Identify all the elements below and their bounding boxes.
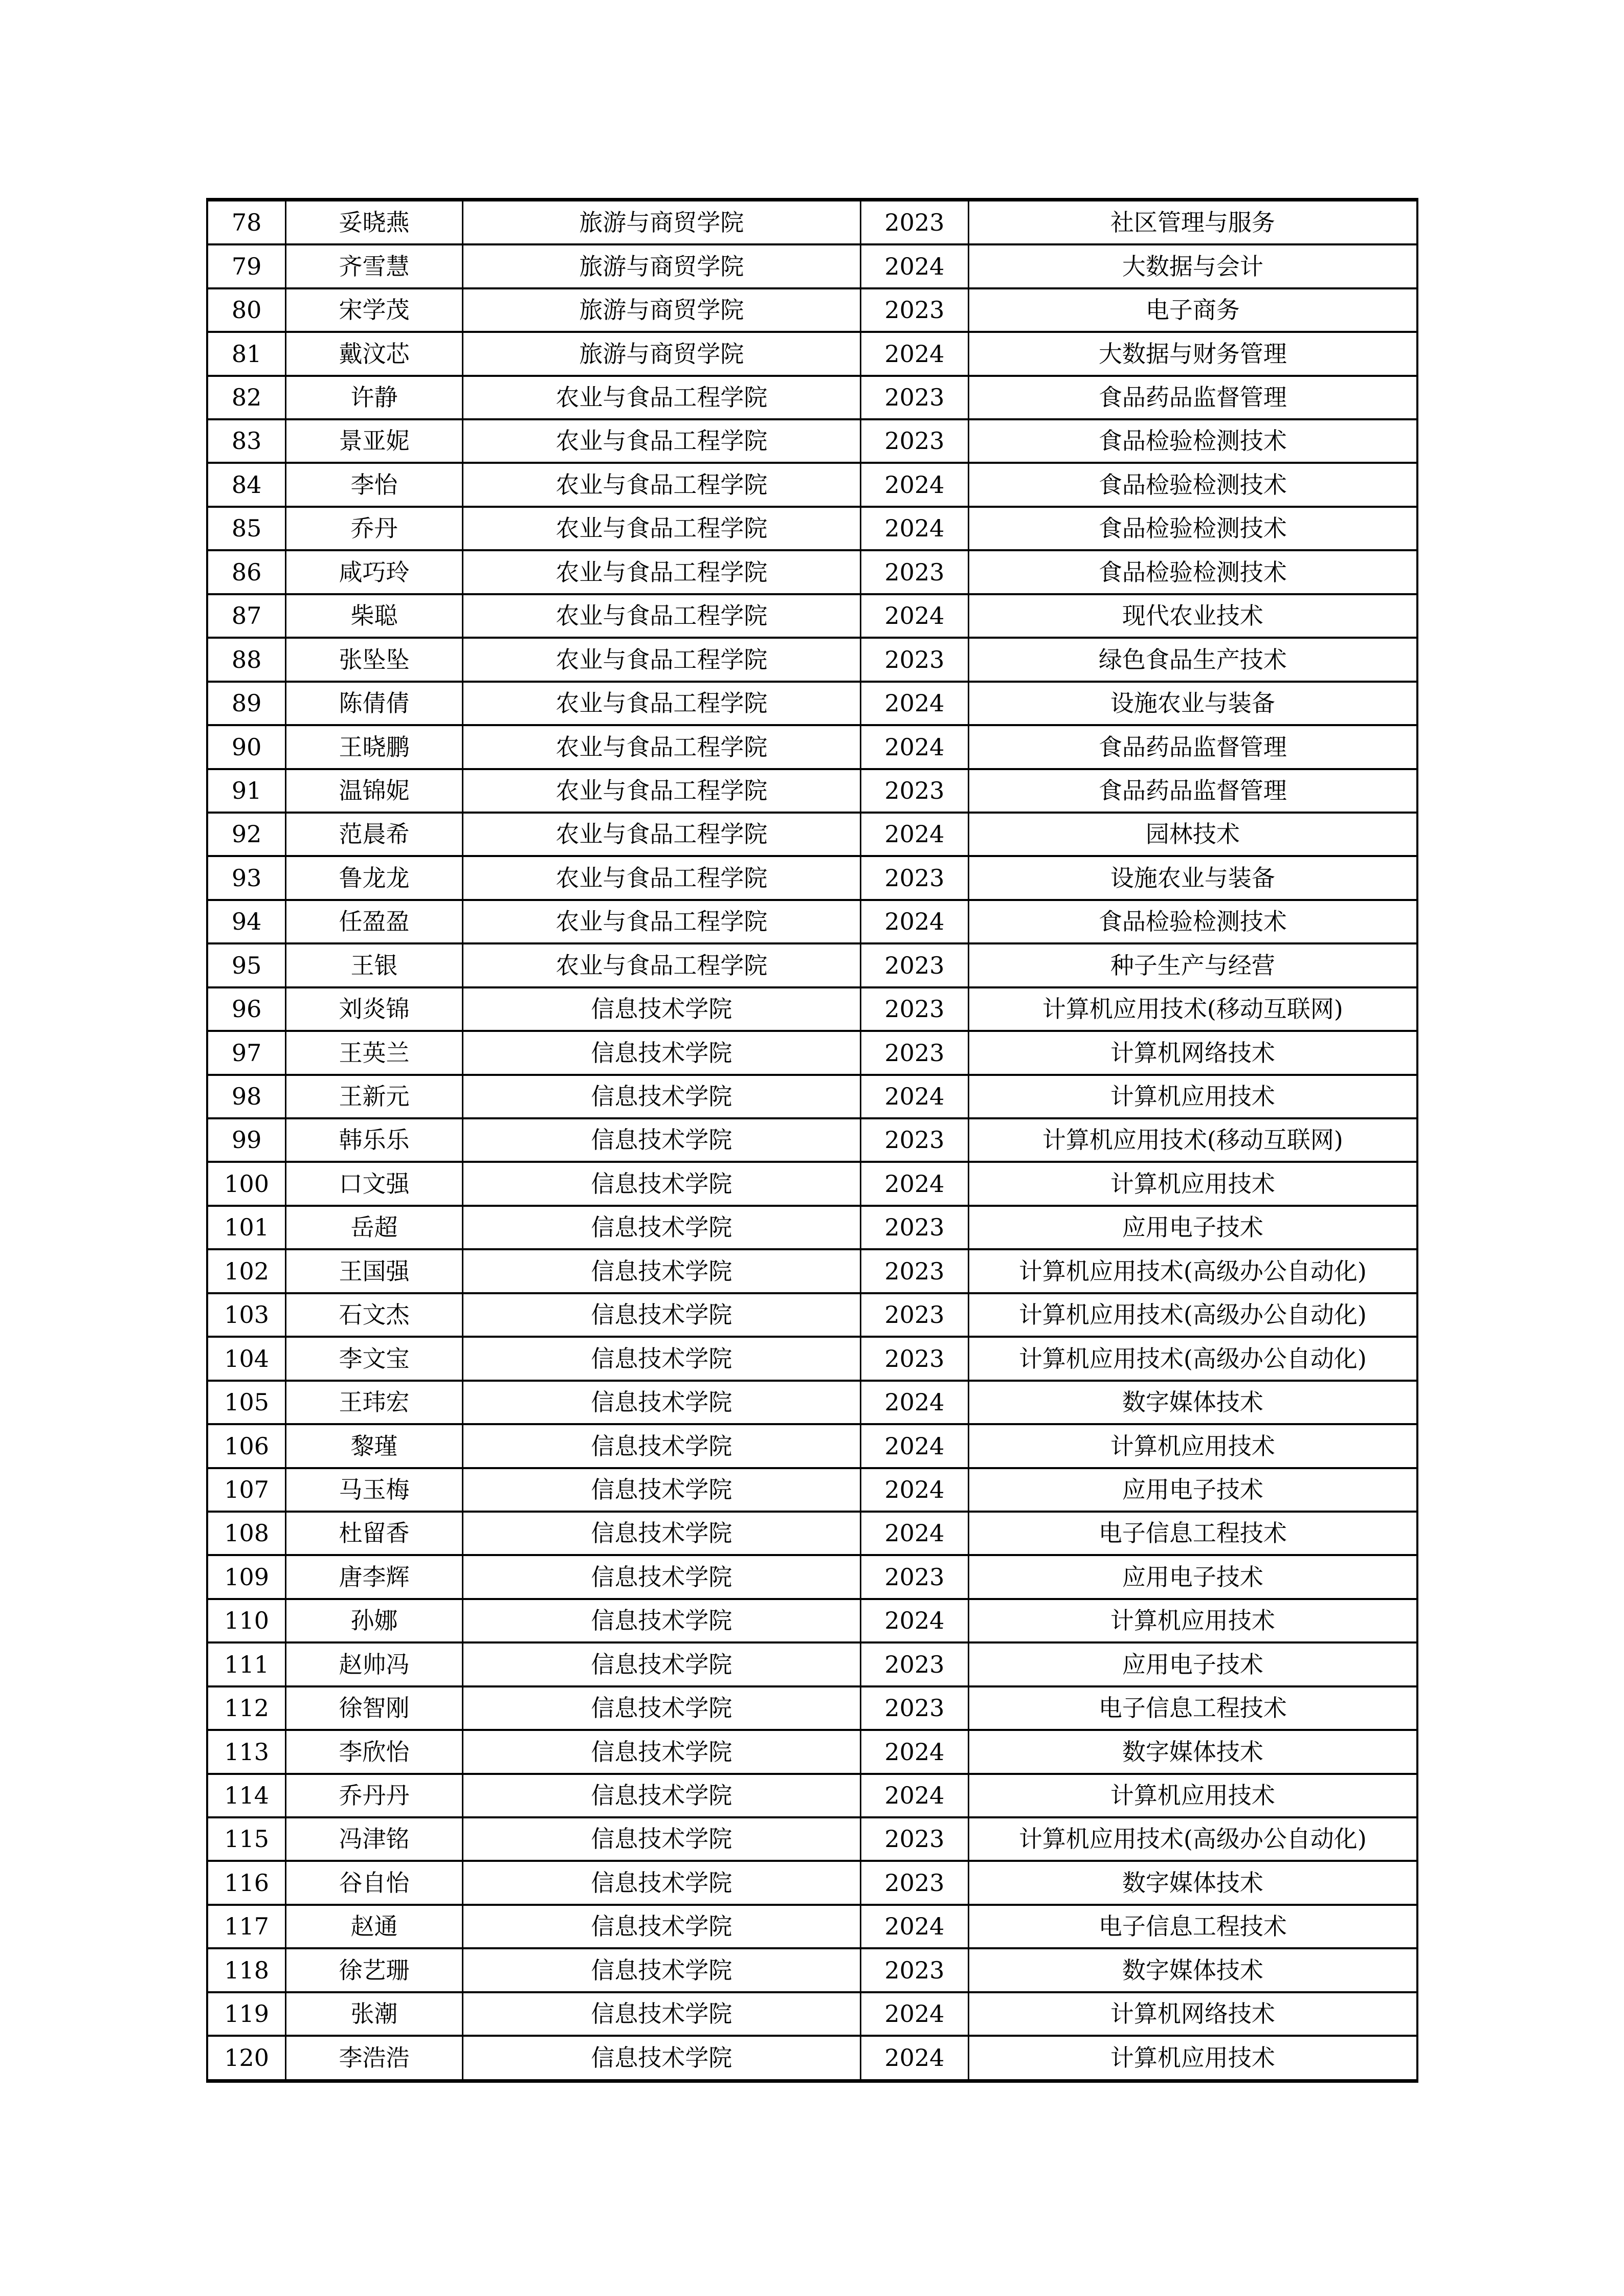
major-cell: 社区管理与服务 xyxy=(968,200,1417,245)
year-cell: 2024 xyxy=(861,1730,969,1773)
major-cell: 数字媒体技术 xyxy=(968,1730,1417,1773)
name-cell: 张潮 xyxy=(286,1992,462,2036)
major-cell: 设施农业与装备 xyxy=(968,856,1417,899)
year-cell: 2024 xyxy=(861,1992,969,2036)
name-cell: 戴汶芯 xyxy=(286,332,462,375)
major-cell: 数字媒体技术 xyxy=(968,1381,1417,1424)
table-row xyxy=(207,376,1417,419)
college-cell: 信息技术学院 xyxy=(462,1337,860,1380)
major-cell: 电子商务 xyxy=(968,288,1417,332)
table-row xyxy=(207,1992,1417,2036)
major-cell: 计算机应用技术(高级办公自动化) xyxy=(968,1293,1417,1337)
row-number-cell: 120 xyxy=(207,2036,286,2081)
name-cell: 石文杰 xyxy=(286,1293,462,1337)
row-number-cell: 81 xyxy=(207,332,286,375)
table-row xyxy=(207,1293,1417,1337)
name-cell: 赵帅冯 xyxy=(286,1642,462,1686)
name-cell: 岳超 xyxy=(286,1206,462,1249)
name-cell: 冯津铭 xyxy=(286,1817,462,1861)
row-number-cell: 93 xyxy=(207,856,286,899)
major-cell: 应用电子技术 xyxy=(968,1206,1417,1249)
year-cell: 2023 xyxy=(861,1293,969,1337)
college-cell: 信息技术学院 xyxy=(462,1293,860,1337)
name-cell: 唐李辉 xyxy=(286,1555,462,1599)
name-cell: 任盈盈 xyxy=(286,900,462,943)
row-number-cell: 80 xyxy=(207,288,286,332)
major-cell: 计算机应用技术(移动互联网) xyxy=(968,987,1417,1031)
year-cell: 2024 xyxy=(861,900,969,943)
table-row xyxy=(207,1075,1417,1118)
row-number-cell: 118 xyxy=(207,1948,286,1992)
name-cell: 许静 xyxy=(286,376,462,419)
table-row xyxy=(207,1337,1417,1380)
row-number-cell: 104 xyxy=(207,1337,286,1380)
table-row xyxy=(207,1905,1417,1948)
major-cell: 食品检验检测技术 xyxy=(968,507,1417,550)
major-cell: 数字媒体技术 xyxy=(968,1948,1417,1992)
major-cell: 食品检验检测技术 xyxy=(968,419,1417,463)
name-cell: 李文宝 xyxy=(286,1337,462,1380)
student-roster-table xyxy=(206,198,1418,2083)
name-cell: 齐雪慧 xyxy=(286,244,462,288)
college-cell: 信息技术学院 xyxy=(462,1381,860,1424)
table-row xyxy=(207,463,1417,506)
major-cell: 应用电子技术 xyxy=(968,1642,1417,1686)
year-cell: 2023 xyxy=(861,1861,969,1904)
major-cell: 食品检验检测技术 xyxy=(968,900,1417,943)
name-cell: 乔丹 xyxy=(286,507,462,550)
row-number-cell: 90 xyxy=(207,725,286,769)
major-cell: 计算机应用技术 xyxy=(968,1162,1417,1205)
year-cell: 2024 xyxy=(861,463,969,506)
college-cell: 信息技术学院 xyxy=(462,1905,860,1948)
table-row xyxy=(207,1555,1417,1599)
name-cell: 赵通 xyxy=(286,1905,462,1948)
major-cell: 数字媒体技术 xyxy=(968,1861,1417,1904)
row-number-cell: 92 xyxy=(207,813,286,856)
college-cell: 信息技术学院 xyxy=(462,1162,860,1205)
name-cell: 范晨希 xyxy=(286,813,462,856)
row-number-cell: 114 xyxy=(207,1774,286,1817)
name-cell: 李浩浩 xyxy=(286,2036,462,2081)
major-cell: 大数据与财务管理 xyxy=(968,332,1417,375)
year-cell: 2024 xyxy=(861,594,969,638)
year-cell: 2023 xyxy=(861,1206,969,1249)
college-cell: 农业与食品工程学院 xyxy=(462,638,860,681)
college-cell: 农业与食品工程学院 xyxy=(462,594,860,638)
table-row xyxy=(207,200,1417,245)
table-row xyxy=(207,1249,1417,1293)
college-cell: 信息技术学院 xyxy=(462,1599,860,1642)
year-cell: 2023 xyxy=(861,1948,969,1992)
row-number-cell: 107 xyxy=(207,1468,286,1512)
table-row xyxy=(207,1599,1417,1642)
major-cell: 食品药品监督管理 xyxy=(968,769,1417,813)
college-cell: 信息技术学院 xyxy=(462,1118,860,1162)
name-cell: 王晓鹏 xyxy=(286,725,462,769)
college-cell: 信息技术学院 xyxy=(462,1512,860,1555)
year-cell: 2023 xyxy=(861,987,969,1031)
row-number-cell: 112 xyxy=(207,1686,286,1730)
year-cell: 2024 xyxy=(861,1381,969,1424)
row-number-cell: 78 xyxy=(207,200,286,245)
name-cell: 张坠坠 xyxy=(286,638,462,681)
name-cell: 孙娜 xyxy=(286,1599,462,1642)
table-row xyxy=(207,1031,1417,1074)
year-cell: 2024 xyxy=(861,1512,969,1555)
year-cell: 2024 xyxy=(861,1424,969,1468)
year-cell: 2023 xyxy=(861,1031,969,1074)
college-cell: 农业与食品工程学院 xyxy=(462,463,860,506)
name-cell: 妥晓燕 xyxy=(286,200,462,245)
name-cell: 景亚妮 xyxy=(286,419,462,463)
name-cell: 乔丹丹 xyxy=(286,1774,462,1817)
college-cell: 农业与食品工程学院 xyxy=(462,376,860,419)
year-cell: 2024 xyxy=(861,1075,969,1118)
major-cell: 食品检验检测技术 xyxy=(968,550,1417,594)
name-cell: 王英兰 xyxy=(286,1031,462,1074)
college-cell: 信息技术学院 xyxy=(462,1948,860,1992)
table-row xyxy=(207,769,1417,813)
major-cell: 电子信息工程技术 xyxy=(968,1512,1417,1555)
college-cell: 信息技术学院 xyxy=(462,1686,860,1730)
table-row xyxy=(207,900,1417,943)
row-number-cell: 98 xyxy=(207,1075,286,1118)
name-cell: 杜留香 xyxy=(286,1512,462,1555)
major-cell: 计算机应用技术 xyxy=(968,1075,1417,1118)
table-row xyxy=(207,682,1417,725)
name-cell: 王玮宏 xyxy=(286,1381,462,1424)
name-cell: 温锦妮 xyxy=(286,769,462,813)
year-cell: 2023 xyxy=(861,1118,969,1162)
college-cell: 信息技术学院 xyxy=(462,1206,860,1249)
table-row xyxy=(207,987,1417,1031)
major-cell: 计算机应用技术(高级办公自动化) xyxy=(968,1817,1417,1861)
table-row xyxy=(207,332,1417,375)
college-cell: 农业与食品工程学院 xyxy=(462,856,860,899)
table-row xyxy=(207,813,1417,856)
college-cell: 信息技术学院 xyxy=(462,2036,860,2081)
major-cell: 计算机网络技术 xyxy=(968,1992,1417,2036)
row-number-cell: 115 xyxy=(207,1817,286,1861)
college-cell: 农业与食品工程学院 xyxy=(462,769,860,813)
major-cell: 计算机应用技术(高级办公自动化) xyxy=(968,1249,1417,1293)
row-number-cell: 111 xyxy=(207,1642,286,1686)
table-row xyxy=(207,1468,1417,1512)
college-cell: 信息技术学院 xyxy=(462,1861,860,1904)
college-cell: 农业与食品工程学院 xyxy=(462,725,860,769)
year-cell: 2023 xyxy=(861,376,969,419)
row-number-cell: 86 xyxy=(207,550,286,594)
major-cell: 食品药品监督管理 xyxy=(968,725,1417,769)
row-number-cell: 83 xyxy=(207,419,286,463)
name-cell: 李怡 xyxy=(286,463,462,506)
year-cell: 2023 xyxy=(861,638,969,681)
name-cell: 陈倩倩 xyxy=(286,682,462,725)
name-cell: 王银 xyxy=(286,943,462,987)
row-number-cell: 101 xyxy=(207,1206,286,1249)
table-row xyxy=(207,638,1417,681)
college-cell: 信息技术学院 xyxy=(462,1468,860,1512)
year-cell: 2024 xyxy=(861,725,969,769)
college-cell: 旅游与商贸学院 xyxy=(462,200,860,245)
college-cell: 旅游与商贸学院 xyxy=(462,288,860,332)
year-cell: 2023 xyxy=(861,419,969,463)
name-cell: 宋学茂 xyxy=(286,288,462,332)
college-cell: 信息技术学院 xyxy=(462,1817,860,1861)
college-cell: 信息技术学院 xyxy=(462,1992,860,2036)
major-cell: 食品药品监督管理 xyxy=(968,376,1417,419)
year-cell: 2024 xyxy=(861,1599,969,1642)
name-cell: 王新元 xyxy=(286,1075,462,1118)
name-cell: 谷自怡 xyxy=(286,1861,462,1904)
major-cell: 计算机网络技术 xyxy=(968,1031,1417,1074)
major-cell: 电子信息工程技术 xyxy=(968,1686,1417,1730)
name-cell: 黎瑾 xyxy=(286,1424,462,1468)
row-number-cell: 103 xyxy=(207,1293,286,1337)
college-cell: 农业与食品工程学院 xyxy=(462,682,860,725)
row-number-cell: 84 xyxy=(207,463,286,506)
name-cell: 徐智刚 xyxy=(286,1686,462,1730)
year-cell: 2023 xyxy=(861,1817,969,1861)
year-cell: 2024 xyxy=(861,1905,969,1948)
name-cell: 咸巧玲 xyxy=(286,550,462,594)
row-number-cell: 110 xyxy=(207,1599,286,1642)
year-cell: 2024 xyxy=(861,507,969,550)
college-cell: 信息技术学院 xyxy=(462,1774,860,1817)
college-cell: 信息技术学院 xyxy=(462,1031,860,1074)
college-cell: 农业与食品工程学院 xyxy=(462,943,860,987)
row-number-cell: 94 xyxy=(207,900,286,943)
college-cell: 信息技术学院 xyxy=(462,1730,860,1773)
year-cell: 2024 xyxy=(861,1774,969,1817)
college-cell: 农业与食品工程学院 xyxy=(462,900,860,943)
major-cell: 计算机应用技术 xyxy=(968,1424,1417,1468)
row-number-cell: 105 xyxy=(207,1381,286,1424)
year-cell: 2024 xyxy=(861,1468,969,1512)
row-number-cell: 95 xyxy=(207,943,286,987)
row-number-cell: 79 xyxy=(207,244,286,288)
year-cell: 2023 xyxy=(861,288,969,332)
college-cell: 信息技术学院 xyxy=(462,1075,860,1118)
table-row xyxy=(207,594,1417,638)
year-cell: 2023 xyxy=(861,943,969,987)
major-cell: 大数据与会计 xyxy=(968,244,1417,288)
college-cell: 农业与食品工程学院 xyxy=(462,419,860,463)
major-cell: 应用电子技术 xyxy=(968,1468,1417,1512)
table-row xyxy=(207,1774,1417,1817)
row-number-cell: 87 xyxy=(207,594,286,638)
major-cell: 现代农业技术 xyxy=(968,594,1417,638)
row-number-cell: 102 xyxy=(207,1249,286,1293)
year-cell: 2023 xyxy=(861,1337,969,1380)
major-cell: 计算机应用技术 xyxy=(968,2036,1417,2081)
name-cell: 马玉梅 xyxy=(286,1468,462,1512)
college-cell: 信息技术学院 xyxy=(462,1642,860,1686)
row-number-cell: 108 xyxy=(207,1512,286,1555)
name-cell: 口文强 xyxy=(286,1162,462,1205)
row-number-cell: 109 xyxy=(207,1555,286,1599)
year-cell: 2023 xyxy=(861,1642,969,1686)
row-number-cell: 117 xyxy=(207,1905,286,1948)
name-cell: 王国强 xyxy=(286,1249,462,1293)
table-row xyxy=(207,1686,1417,1730)
name-cell: 刘炎锦 xyxy=(286,987,462,1031)
major-cell: 设施农业与装备 xyxy=(968,682,1417,725)
college-cell: 旅游与商贸学院 xyxy=(462,332,860,375)
name-cell: 韩乐乐 xyxy=(286,1118,462,1162)
table-row xyxy=(207,1948,1417,1992)
table-row xyxy=(207,1118,1417,1162)
college-cell: 农业与食品工程学院 xyxy=(462,507,860,550)
college-cell: 信息技术学院 xyxy=(462,1249,860,1293)
name-cell: 徐艺珊 xyxy=(286,1948,462,1992)
year-cell: 2024 xyxy=(861,332,969,375)
year-cell: 2023 xyxy=(861,856,969,899)
year-cell: 2023 xyxy=(861,550,969,594)
row-number-cell: 82 xyxy=(207,376,286,419)
table-row xyxy=(207,1424,1417,1468)
year-cell: 2023 xyxy=(861,1686,969,1730)
major-cell: 种子生产与经营 xyxy=(968,943,1417,987)
year-cell: 2024 xyxy=(861,813,969,856)
table-row xyxy=(207,1512,1417,1555)
year-cell: 2024 xyxy=(861,244,969,288)
major-cell: 园林技术 xyxy=(968,813,1417,856)
table-row xyxy=(207,856,1417,899)
year-cell: 2024 xyxy=(861,682,969,725)
name-cell: 鲁龙龙 xyxy=(286,856,462,899)
name-cell: 柴聪 xyxy=(286,594,462,638)
table-row xyxy=(207,1381,1417,1424)
year-cell: 2024 xyxy=(861,1162,969,1205)
name-cell: 李欣怡 xyxy=(286,1730,462,1773)
college-cell: 信息技术学院 xyxy=(462,1555,860,1599)
table-row xyxy=(207,288,1417,332)
row-number-cell: 116 xyxy=(207,1861,286,1904)
table-row xyxy=(207,943,1417,987)
row-number-cell: 106 xyxy=(207,1424,286,1468)
row-number-cell: 91 xyxy=(207,769,286,813)
row-number-cell: 99 xyxy=(207,1118,286,1162)
row-number-cell: 97 xyxy=(207,1031,286,1074)
row-number-cell: 100 xyxy=(207,1162,286,1205)
year-cell: 2023 xyxy=(861,200,969,245)
major-cell: 应用电子技术 xyxy=(968,1555,1417,1599)
year-cell: 2024 xyxy=(861,2036,969,2081)
major-cell: 电子信息工程技术 xyxy=(968,1905,1417,1948)
year-cell: 2023 xyxy=(861,1555,969,1599)
table-row xyxy=(207,1730,1417,1773)
major-cell: 食品检验检测技术 xyxy=(968,463,1417,506)
college-cell: 旅游与商贸学院 xyxy=(462,244,860,288)
college-cell: 信息技术学院 xyxy=(462,987,860,1031)
college-cell: 信息技术学院 xyxy=(462,1424,860,1468)
row-number-cell: 119 xyxy=(207,1992,286,2036)
table-row xyxy=(207,2036,1417,2081)
college-cell: 农业与食品工程学院 xyxy=(462,813,860,856)
major-cell: 计算机应用技术 xyxy=(968,1599,1417,1642)
table-row xyxy=(207,1162,1417,1205)
table-row xyxy=(207,550,1417,594)
row-number-cell: 85 xyxy=(207,507,286,550)
row-number-cell: 89 xyxy=(207,682,286,725)
table-row xyxy=(207,1642,1417,1686)
college-cell: 农业与食品工程学院 xyxy=(462,550,860,594)
major-cell: 计算机应用技术(高级办公自动化) xyxy=(968,1337,1417,1380)
table-row xyxy=(207,244,1417,288)
table-row xyxy=(207,1817,1417,1861)
table-row xyxy=(207,1206,1417,1249)
row-number-cell: 113 xyxy=(207,1730,286,1773)
major-cell: 计算机应用技术 xyxy=(968,1774,1417,1817)
table-row xyxy=(207,507,1417,550)
row-number-cell: 88 xyxy=(207,638,286,681)
major-cell: 计算机应用技术(移动互联网) xyxy=(968,1118,1417,1162)
row-number-cell: 96 xyxy=(207,987,286,1031)
year-cell: 2023 xyxy=(861,1249,969,1293)
major-cell: 绿色食品生产技术 xyxy=(968,638,1417,681)
table-row xyxy=(207,725,1417,769)
table-row xyxy=(207,1861,1417,1904)
table-row xyxy=(207,419,1417,463)
year-cell: 2023 xyxy=(861,769,969,813)
